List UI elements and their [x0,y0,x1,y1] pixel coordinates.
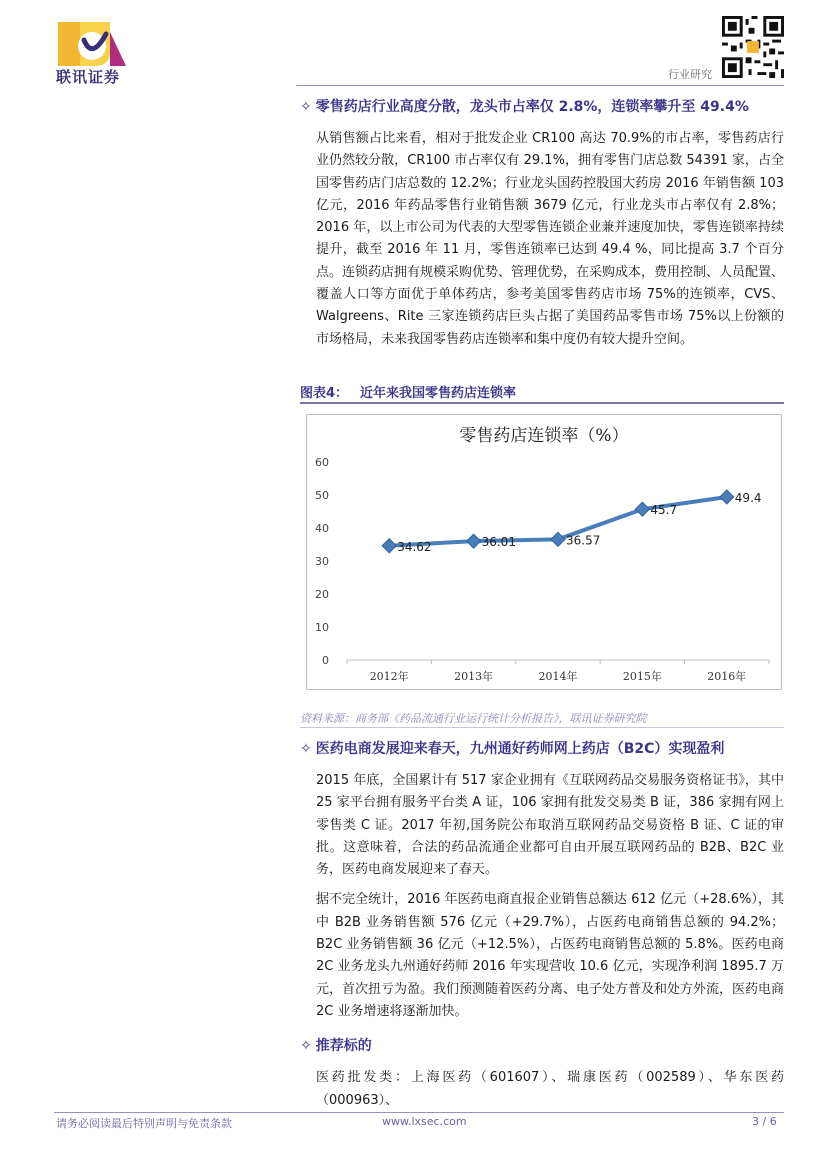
paragraph: 从销售额占比来看，相对于批发企业 CR100 高达 70.9%的市占率，零售药店行业仍然较分散，CR100 市占率仅有 29.1%，拥有零售门店总数 54391 家，占全国零售药店门店总数的 12.2%；行业龙头国药控股国大药房 2016 年销售额 103 亿元，2016 年药品零售行业销售额 3679 亿元，行业龙头市占率仅有 2.8%；2016 年，以上市公司为代表的大型零售连锁企业兼并速度加快，零售连锁率持续提升，截至 2016 年 11 月，零售连锁率已达到 49.4 %，同比提高 3.7 个百分点。连锁药店拥有规模采购优势、管理优势，在采购成本，费用控制、人员配置、覆盖人口等方面优于单体药店，参考美国零售药店市场 75%的连锁率，CVS、Walgreens、Rite 三家连锁药店巨头占据了美国药品零售市场 75%以上份额的市场格局，未来我国零售药店连锁率和集中度仍有较大提升空间。 [316,131,785,347]
chart-plot [307,415,781,689]
header-divider [296,85,784,86]
chart-title: 零售药店连锁率（%） [459,426,629,446]
x-tick-label: 2015年 [622,670,662,683]
y-tick-label: 10 [315,621,329,634]
page-number: 3 / 6 [752,1115,777,1128]
data-label: 36.57 [566,533,601,548]
y-tick-label: 20 [315,588,329,601]
y-tick-label: 0 [322,654,329,667]
paragraph: 据不完全统计，2016 年医药电商直报企业销售总额达 612 亿元（+28.6%），其中 B2B 业务销售额 576 亿元（+29.7%），占医药电商销售总额的 94.2%；B2C 业务销售额 36 亿元（+12.5%），占医药电商销售总额的 5.8%。医药电商 2C 业务龙头九州通好药师 2016 年实现营收 10.6 亿元，实现净利润 1895.7 万元，首次扭亏为盈。我们预测随着医药分离、电子处方普及和处方外流，医药电商 2C 业务增速将逐渐加快。 [316,892,785,1019]
chart [306,414,782,690]
figure-number: 图表4： [300,386,349,401]
company-name: 联讯证券 [56,68,121,86]
source-divider [300,727,784,728]
section-title [300,738,784,760]
x-tick-label: 2014年 [538,670,578,683]
footer-website-link[interactable]: www.lxsec.com [382,1115,467,1128]
section-title-text: 医药电商发展迎来春天，九州通好药师网上药店（B2C）实现盈利 [315,741,725,757]
data-point [720,490,734,504]
section-retail [300,96,784,359]
data-point [467,534,481,548]
data-point [635,502,649,516]
section-title [300,96,784,118]
x-tick-label: 2016年 [707,670,747,683]
footer-disclaimer-link[interactable]: 请务必阅读最后特别声明与免责条款 [56,1117,232,1130]
data-label: 34.62 [397,539,432,554]
y-tick-label: 50 [315,489,329,502]
figure-divider [300,402,784,404]
paragraph: 2015 年底，全国累计有 517 家企业拥有《互联网药品交易服务资格证书》，其中 25 家平台拥有服务平台类 A 证，106 家拥有批发交易类 B 证，386 家拥有网上零售类 C 证。2017 年初,国务院公布取消互联网药品交易资格 B 证、C 证的审批。这意味着，合法的药品流通企业都可自由开展互联网药品的 B2B、B2C 业务，医药电商发展迎来了春天。 [316,773,784,878]
section-title-text: 推荐标的 [315,1038,372,1055]
section-title-text: 零售药店行业高度分散，龙头市占率仅 2.8%，连锁率攀升至 49.4% [315,99,749,115]
y-tick-label: 30 [315,555,329,568]
data-label: 49.4 [734,490,762,505]
qr-code-icon [722,16,784,78]
diamond-icon: ✧ [300,741,312,757]
data-point [382,539,396,553]
section-title [300,1035,784,1057]
figure-caption [300,382,516,401]
figure-title: 近年来我国零售药店连锁率 [360,386,517,401]
data-point [551,532,565,546]
header-label: 行业研究 [668,68,712,81]
diamond-icon: ✧ [300,99,312,115]
x-tick-label: 2013年 [454,670,494,683]
section-ecommerce [300,738,784,1120]
y-tick-label: 40 [315,522,329,535]
figure-source: 资料来源：商务部《药品流通行业运行统计分析报告》，联讯证券研究院 [300,712,647,725]
y-tick-label: 60 [315,456,329,469]
paragraph: 医药批发类：上海医药（601607）、瑞康医药（002589）、华东医药（000963）、 [316,1070,784,1108]
data-label: 45.7 [650,503,678,518]
data-label: 36.01 [481,535,516,550]
footer-divider [54,1112,784,1113]
diamond-icon: ✧ [300,1038,312,1055]
x-tick-label: 2012年 [369,670,409,683]
